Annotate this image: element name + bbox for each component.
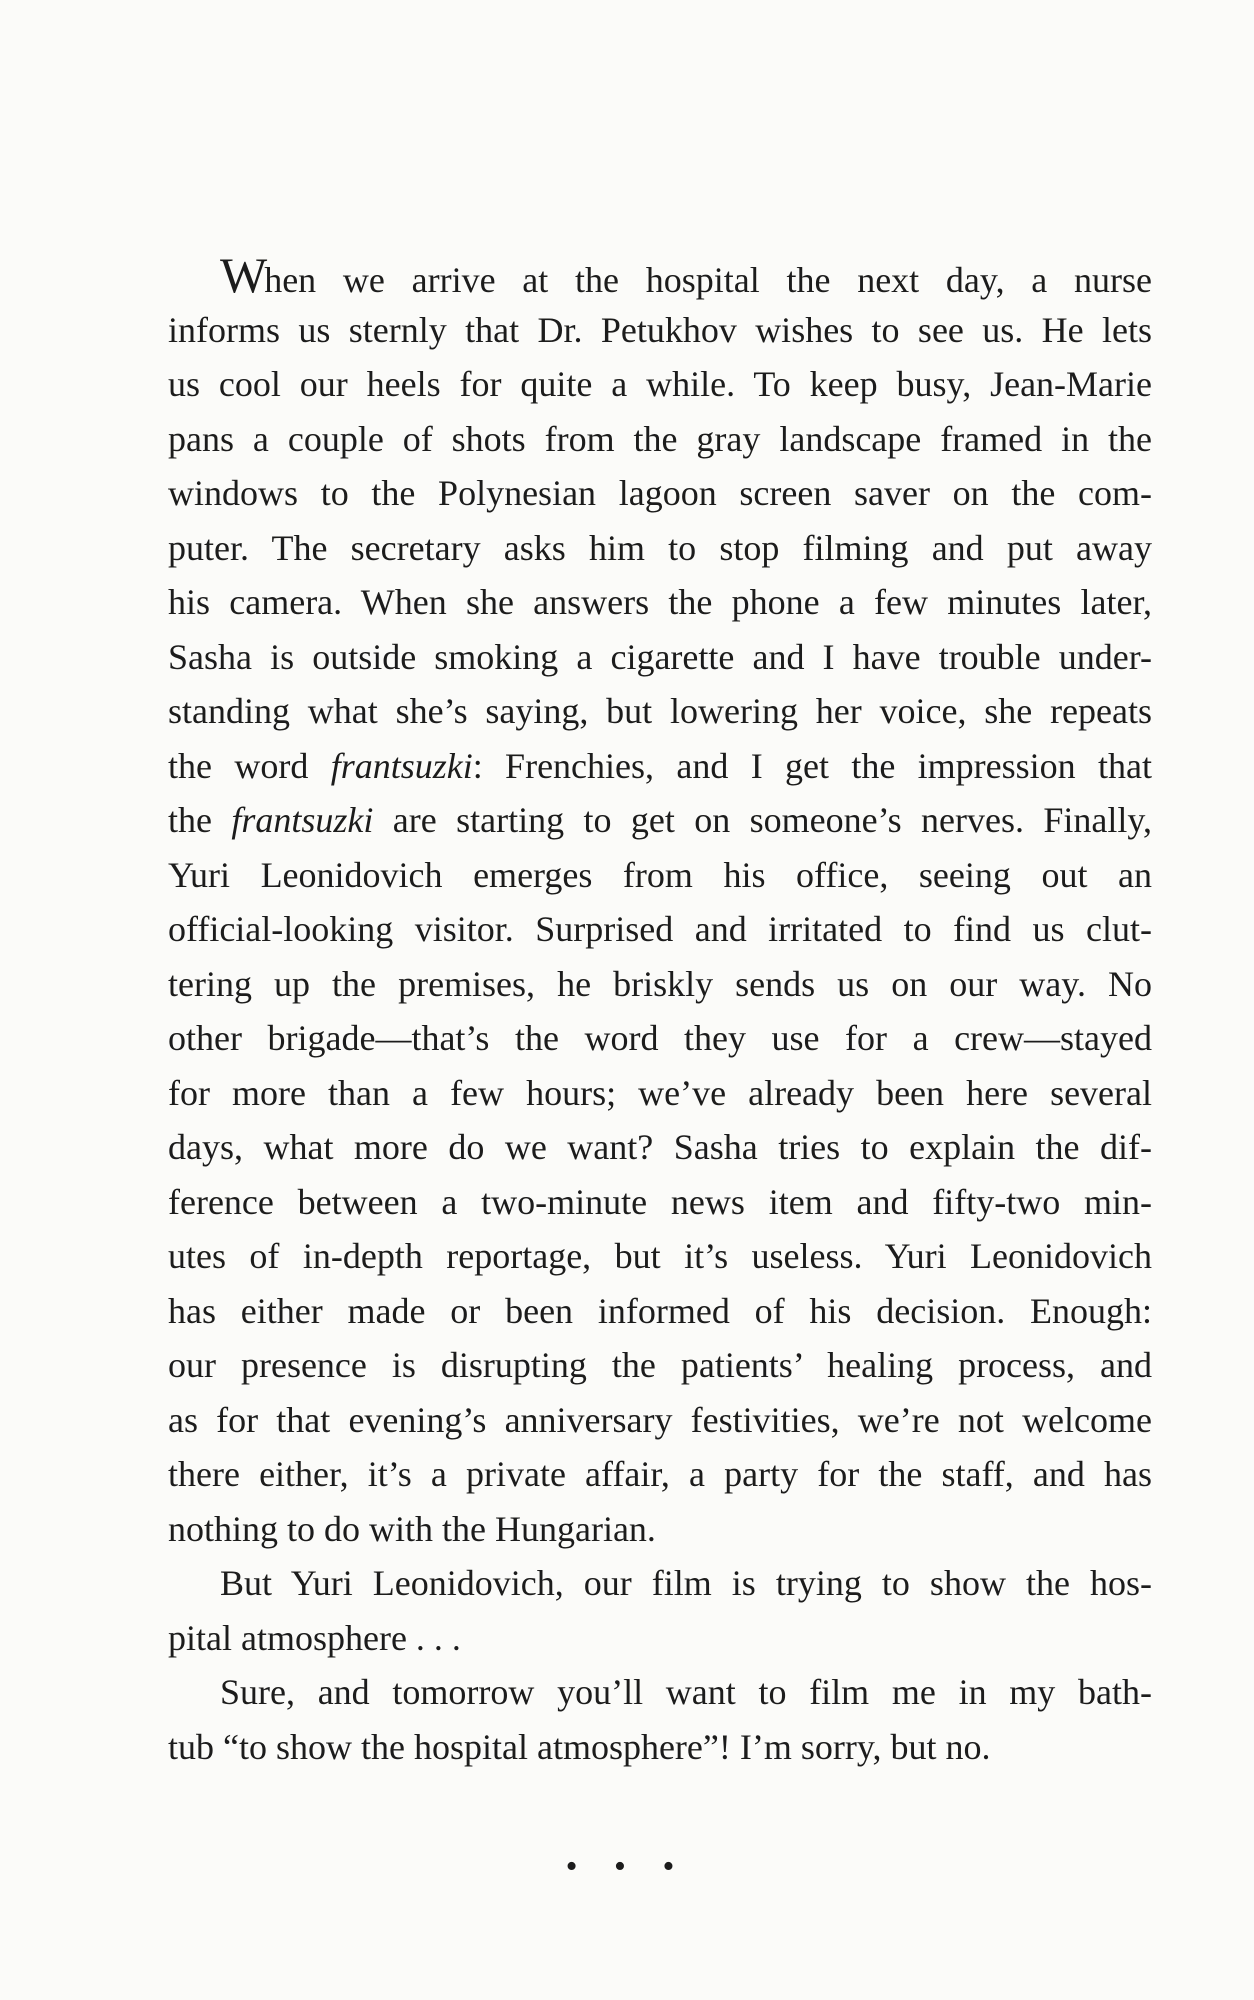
- body-text: [168, 248, 1152, 1774]
- paragraph-1-line-7: his camera. When she answers the phone a few minutes later,: [168, 582, 1152, 622]
- paragraph-1-line-22: as for that evening’s anniversary festivities, we’re not welcome: [168, 1399, 1152, 1440]
- paragraph-1-line-14: tering up the premises, he briskly sends us on our way. No: [168, 963, 1152, 1004]
- paragraph-1-line-23: there either, it’s a private affair, a party for the staff, and has: [168, 1454, 1152, 1494]
- paragraph-1-line-12: Yuri Leonidovich emerges from his office, seeing out an: [168, 854, 1152, 895]
- paragraph-1-line-18: ference between a two-minute news item and fifty-two min-: [168, 1181, 1152, 1222]
- paragraph-1-line-17: days, what more do we want? Sasha tries to explain the dif-: [168, 1127, 1152, 1167]
- paragraph-1-line-13: official-looking visitor. Surprised and irritated to find us clut-: [168, 909, 1152, 949]
- paragraph-1-line-1: When we arrive at the hospital the next day, a nurse: [220, 247, 1152, 303]
- section-break-ornament: • • •: [565, 1848, 689, 1885]
- paragraph-1-line-2: informs us sternly that Dr. Petukhov wishes to see us. He lets: [168, 309, 1152, 350]
- paragraph-1-line-8: Sasha is outside smoking a cigarette and I have trouble under-: [168, 636, 1152, 677]
- paragraph-3-line-1: Sure, and tomorrow you’ll want to film me in my bath-: [220, 1672, 1152, 1712]
- paragraph-2-line-1: But Yuri Leonidovich, our film is trying to show the hos-: [220, 1563, 1152, 1603]
- paragraph-1-line-10: the word frantsuzki: Frenchies, and I get the impression that: [168, 745, 1153, 786]
- drop-initial: W: [220, 247, 265, 303]
- paragraph-1-line-3: us cool our heels for quite a while. To keep busy, Jean-Marie: [168, 364, 1152, 404]
- paragraph-3-line-2: tub “to show the hospital atmosphere”! I’m sorry, but no.: [168, 1726, 991, 1767]
- paragraph-1-line-5: windows to the Polynesian lagoon screen saver on the com-: [168, 473, 1152, 513]
- paragraph-1-line-15: other brigade—that’s the word they use for a crew—stayed: [168, 1018, 1152, 1058]
- paragraph-1-line-11: the frantsuzki are starting to get on someone’s nerves. Finally,: [168, 800, 1153, 840]
- paragraph-1-line-19: utes of in-depth reportage, but it’s useless. Yuri Leonidovich: [168, 1236, 1152, 1276]
- paragraph-1-line-24: nothing to do with the Hungarian.: [168, 1508, 656, 1549]
- paragraph-1-line-9: standing what she’s saying, but lowering her voice, she repeats: [168, 691, 1152, 731]
- italic-term: frantsuzki: [330, 745, 473, 786]
- paragraph-1-line-16: for more than a few hours; we’ve already been here several: [168, 1072, 1152, 1113]
- paragraph-2-line-2: pital atmosphere . . .: [168, 1617, 461, 1658]
- paragraph-1-line-20: has either made or been informed of his decision. Enough:: [168, 1290, 1152, 1331]
- paragraph-1-line-4: pans a couple of shots from the gray landscape framed in the: [168, 418, 1152, 459]
- paragraph-1-line-21: our presence is disrupting the patients’ healing process, and: [168, 1345, 1152, 1385]
- paragraph-1-line-6: puter. The secretary asks him to stop filming and put away: [168, 527, 1152, 568]
- italic-term: frantsuzki: [231, 800, 374, 840]
